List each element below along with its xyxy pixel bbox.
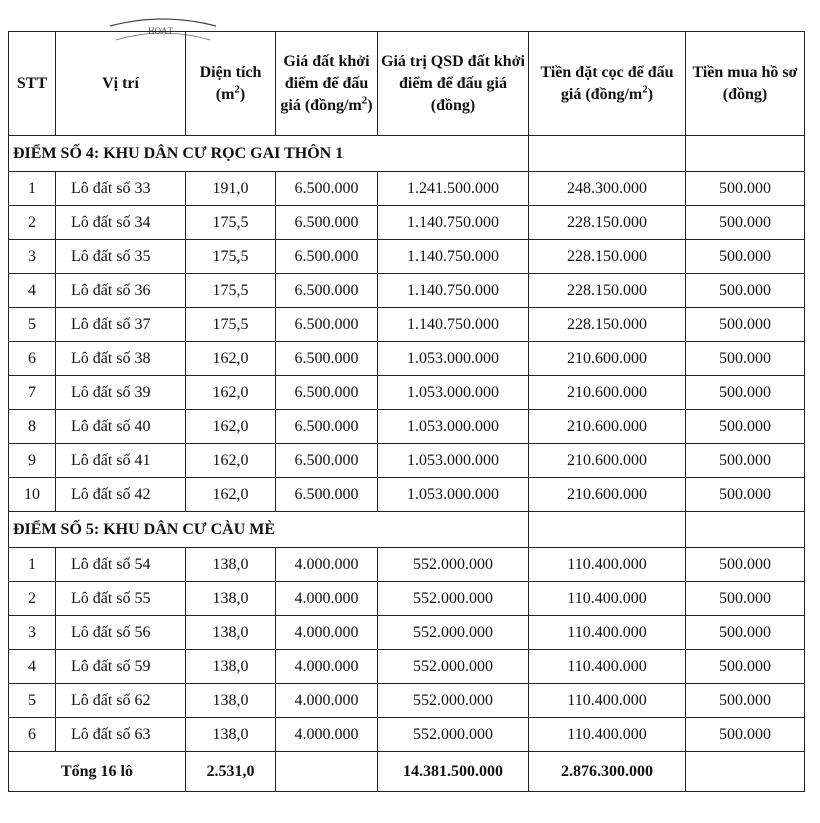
cell-dien-tich: 175,5 xyxy=(186,206,276,240)
cell-dat-coc: 110.400.000 xyxy=(529,616,686,650)
cell-gia-tri: 1.140.750.000 xyxy=(378,206,529,240)
cell-dien-tich: 162,0 xyxy=(186,342,276,376)
table-row xyxy=(9,616,805,650)
total-dien-tich: 2.531,0 xyxy=(186,752,276,792)
section-row xyxy=(9,136,805,172)
table-row xyxy=(9,206,805,240)
cell-stt: 5 xyxy=(9,308,56,342)
table-row xyxy=(9,376,805,410)
cell-ho-so: 500.000 xyxy=(686,274,805,308)
cell-gia-tri: 552.000.000 xyxy=(378,650,529,684)
cell-gia-dat: 6.500.000 xyxy=(276,342,378,376)
cell-stt: 6 xyxy=(9,718,56,752)
cell-vi-tri: Lô đất số 59 xyxy=(56,650,186,684)
table-row xyxy=(9,718,805,752)
section-blank-cell xyxy=(529,512,686,548)
cell-dien-tich: 162,0 xyxy=(186,410,276,444)
table-row xyxy=(9,478,805,512)
header-tien-mua-ho-so: Tiền mua hồ sơ (đồng) xyxy=(686,32,805,136)
cell-gia-tri: 552.000.000 xyxy=(378,548,529,582)
cell-dien-tich: 175,5 xyxy=(186,274,276,308)
cell-stt: 1 xyxy=(9,548,56,582)
cell-dien-tich: 138,0 xyxy=(186,650,276,684)
cell-stt: 3 xyxy=(9,616,56,650)
cell-vi-tri: Lô đất số 42 xyxy=(56,478,186,512)
cell-stt: 3 xyxy=(9,240,56,274)
cell-gia-tri: 1.140.750.000 xyxy=(378,274,529,308)
cell-ho-so: 500.000 xyxy=(686,718,805,752)
cell-ho-so: 500.000 xyxy=(686,548,805,582)
table-row xyxy=(9,342,805,376)
cell-gia-tri: 1.053.000.000 xyxy=(378,478,529,512)
cell-vi-tri: Lô đất số 37 xyxy=(56,308,186,342)
cell-dat-coc: 210.600.000 xyxy=(529,376,686,410)
cell-vi-tri: Lô đất số 63 xyxy=(56,718,186,752)
header-gia-dat: Giá đất khởi điểm để đấu giá $(đồng/m^2)$ xyxy=(276,32,378,136)
cell-stt: 10 xyxy=(9,478,56,512)
table-row xyxy=(9,308,805,342)
cell-gia-dat: 4.000.000 xyxy=(276,616,378,650)
cell-gia-tri: 552.000.000 xyxy=(378,718,529,752)
header-vi-tri: Vị trí xyxy=(56,32,186,136)
cell-dat-coc: 228.150.000 xyxy=(529,206,686,240)
cell-ho-so: 500.000 xyxy=(686,308,805,342)
cell-gia-dat: 6.500.000 xyxy=(276,478,378,512)
cell-ho-so: 500.000 xyxy=(686,410,805,444)
total-gia-tri: 14.381.500.000 xyxy=(378,752,529,792)
cell-vi-tri: Lô đất số 41 xyxy=(56,444,186,478)
cell-dat-coc: 110.400.000 xyxy=(529,718,686,752)
header-tien-dat-coc: Tiền đặt cọc để đấu giá $(đồng/m^2)$ xyxy=(529,32,686,136)
cell-gia-dat: 4.000.000 xyxy=(276,548,378,582)
cell-stt: 1 xyxy=(9,172,56,206)
header-stt: STT xyxy=(9,32,56,136)
cell-dien-tich: 138,0 xyxy=(186,616,276,650)
cell-gia-tri: 1.053.000.000 xyxy=(378,410,529,444)
cell-vi-tri: Lô đất số 35 xyxy=(56,240,186,274)
cell-dat-coc: 210.600.000 xyxy=(529,410,686,444)
cell-gia-dat: 4.000.000 xyxy=(276,718,378,752)
section-blank-cell xyxy=(686,512,805,548)
cell-dien-tich: 138,0 xyxy=(186,582,276,616)
cell-dat-coc: 228.150.000 xyxy=(529,274,686,308)
table-row xyxy=(9,684,805,718)
cell-stt: 9 xyxy=(9,444,56,478)
cell-gia-tri: 552.000.000 xyxy=(378,582,529,616)
cell-gia-dat: 6.500.000 xyxy=(276,308,378,342)
cell-ho-so: 500.000 xyxy=(686,444,805,478)
table-row xyxy=(9,444,805,478)
cell-gia-tri: 552.000.000 xyxy=(378,684,529,718)
cell-dat-coc: 228.150.000 xyxy=(529,308,686,342)
cell-gia-dat: 4.000.000 xyxy=(276,582,378,616)
stamp-text: HOẠT xyxy=(148,26,173,36)
section-blank-cell xyxy=(686,136,805,172)
section-title: ĐIỂM SỐ 5: KHU DÂN CƯ CÀU MÈ xyxy=(9,512,529,548)
cell-gia-dat: 6.500.000 xyxy=(276,172,378,206)
cell-stt: 4 xyxy=(9,274,56,308)
table-row xyxy=(9,650,805,684)
cell-gia-dat: 6.500.000 xyxy=(276,206,378,240)
total-label: Tổng 16 lô xyxy=(9,752,186,792)
cell-ho-so: 500.000 xyxy=(686,172,805,206)
header-row xyxy=(9,32,805,136)
table-row xyxy=(9,240,805,274)
table-row xyxy=(9,410,805,444)
cell-gia-dat: 6.500.000 xyxy=(276,444,378,478)
section-title: ĐIỂM SỐ 4: KHU DÂN CƯ RỌC GAI THÔN 1 xyxy=(9,136,529,172)
cell-dien-tich: 162,0 xyxy=(186,444,276,478)
cell-dien-tich: 138,0 xyxy=(186,548,276,582)
cell-ho-so: 500.000 xyxy=(686,342,805,376)
cell-vi-tri: Lô đất số 34 xyxy=(56,206,186,240)
cell-vi-tri: Lô đất số 62 xyxy=(56,684,186,718)
cell-vi-tri: Lô đất số 55 xyxy=(56,582,186,616)
cell-gia-dat: 6.500.000 xyxy=(276,410,378,444)
table-row xyxy=(9,274,805,308)
cell-dat-coc: 228.150.000 xyxy=(529,240,686,274)
cell-vi-tri: Lô đất số 56 xyxy=(56,616,186,650)
cell-stt: 2 xyxy=(9,206,56,240)
cell-dat-coc: 210.600.000 xyxy=(529,478,686,512)
cell-dat-coc: 210.600.000 xyxy=(529,342,686,376)
cell-ho-so: 500.000 xyxy=(686,684,805,718)
cell-vi-tri: Lô đất số 36 xyxy=(56,274,186,308)
section-blank-cell xyxy=(529,136,686,172)
cell-ho-so: 500.000 xyxy=(686,206,805,240)
total-dat-coc: 2.876.300.000 xyxy=(529,752,686,792)
cell-ho-so: 500.000 xyxy=(686,376,805,410)
cell-dien-tich: 191,0 xyxy=(186,172,276,206)
cell-gia-dat: 6.500.000 xyxy=(276,274,378,308)
cell-dat-coc: 110.400.000 xyxy=(529,684,686,718)
cell-dat-coc: 248.300.000 xyxy=(529,172,686,206)
cell-stt: 2 xyxy=(9,582,56,616)
cell-gia-tri: 1.053.000.000 xyxy=(378,376,529,410)
cell-stt: 6 xyxy=(9,342,56,376)
cell-dat-coc: 210.600.000 xyxy=(529,444,686,478)
cell-dien-tich: 138,0 xyxy=(186,684,276,718)
cell-stt: 7 xyxy=(9,376,56,410)
cell-stt: 8 xyxy=(9,410,56,444)
table-row xyxy=(9,582,805,616)
cell-dat-coc: 110.400.000 xyxy=(529,548,686,582)
cell-vi-tri: Lô đất số 54 xyxy=(56,548,186,582)
total-ho-so xyxy=(686,752,805,792)
cell-vi-tri: Lô đất số 40 xyxy=(56,410,186,444)
section-row xyxy=(9,512,805,548)
cell-gia-dat: 4.000.000 xyxy=(276,650,378,684)
cell-ho-so: 500.000 xyxy=(686,650,805,684)
cell-vi-tri: Lô đất số 38 xyxy=(56,342,186,376)
cell-gia-dat: 6.500.000 xyxy=(276,240,378,274)
cell-ho-so: 500.000 xyxy=(686,240,805,274)
cell-dien-tich: 175,5 xyxy=(186,308,276,342)
header-dien-tich: Diện tích $(m^2)$ xyxy=(186,32,276,136)
cell-dien-tich: 138,0 xyxy=(186,718,276,752)
cell-gia-tri: 1.241.500.000 xyxy=(378,172,529,206)
auction-table xyxy=(8,31,805,792)
cell-gia-dat: 6.500.000 xyxy=(276,376,378,410)
cell-gia-tri: 1.140.750.000 xyxy=(378,308,529,342)
cell-vi-tri: Lô đất số 33 xyxy=(56,172,186,206)
cell-ho-so: 500.000 xyxy=(686,478,805,512)
total-row xyxy=(9,752,805,792)
cell-dat-coc: 110.400.000 xyxy=(529,582,686,616)
cell-gia-tri: 1.140.750.000 xyxy=(378,240,529,274)
cell-gia-dat: 4.000.000 xyxy=(276,684,378,718)
cell-ho-so: 500.000 xyxy=(686,582,805,616)
cell-stt: 4 xyxy=(9,650,56,684)
table-row xyxy=(9,548,805,582)
cell-ho-so: 500.000 xyxy=(686,616,805,650)
cell-gia-tri: 552.000.000 xyxy=(378,616,529,650)
cell-vi-tri: Lô đất số 39 xyxy=(56,376,186,410)
cell-dat-coc: 110.400.000 xyxy=(529,650,686,684)
table-row xyxy=(9,172,805,206)
cell-gia-tri: 1.053.000.000 xyxy=(378,444,529,478)
total-gia-dat xyxy=(276,752,378,792)
cell-dien-tich: 162,0 xyxy=(186,376,276,410)
cell-dien-tich: 175,5 xyxy=(186,240,276,274)
cell-stt: 5 xyxy=(9,684,56,718)
cell-gia-tri: 1.053.000.000 xyxy=(378,342,529,376)
cell-dien-tich: 162,0 xyxy=(186,478,276,512)
header-gia-tri: Giá trị QSD đất khởi điểm để đấu giá (đồng) xyxy=(378,32,529,136)
